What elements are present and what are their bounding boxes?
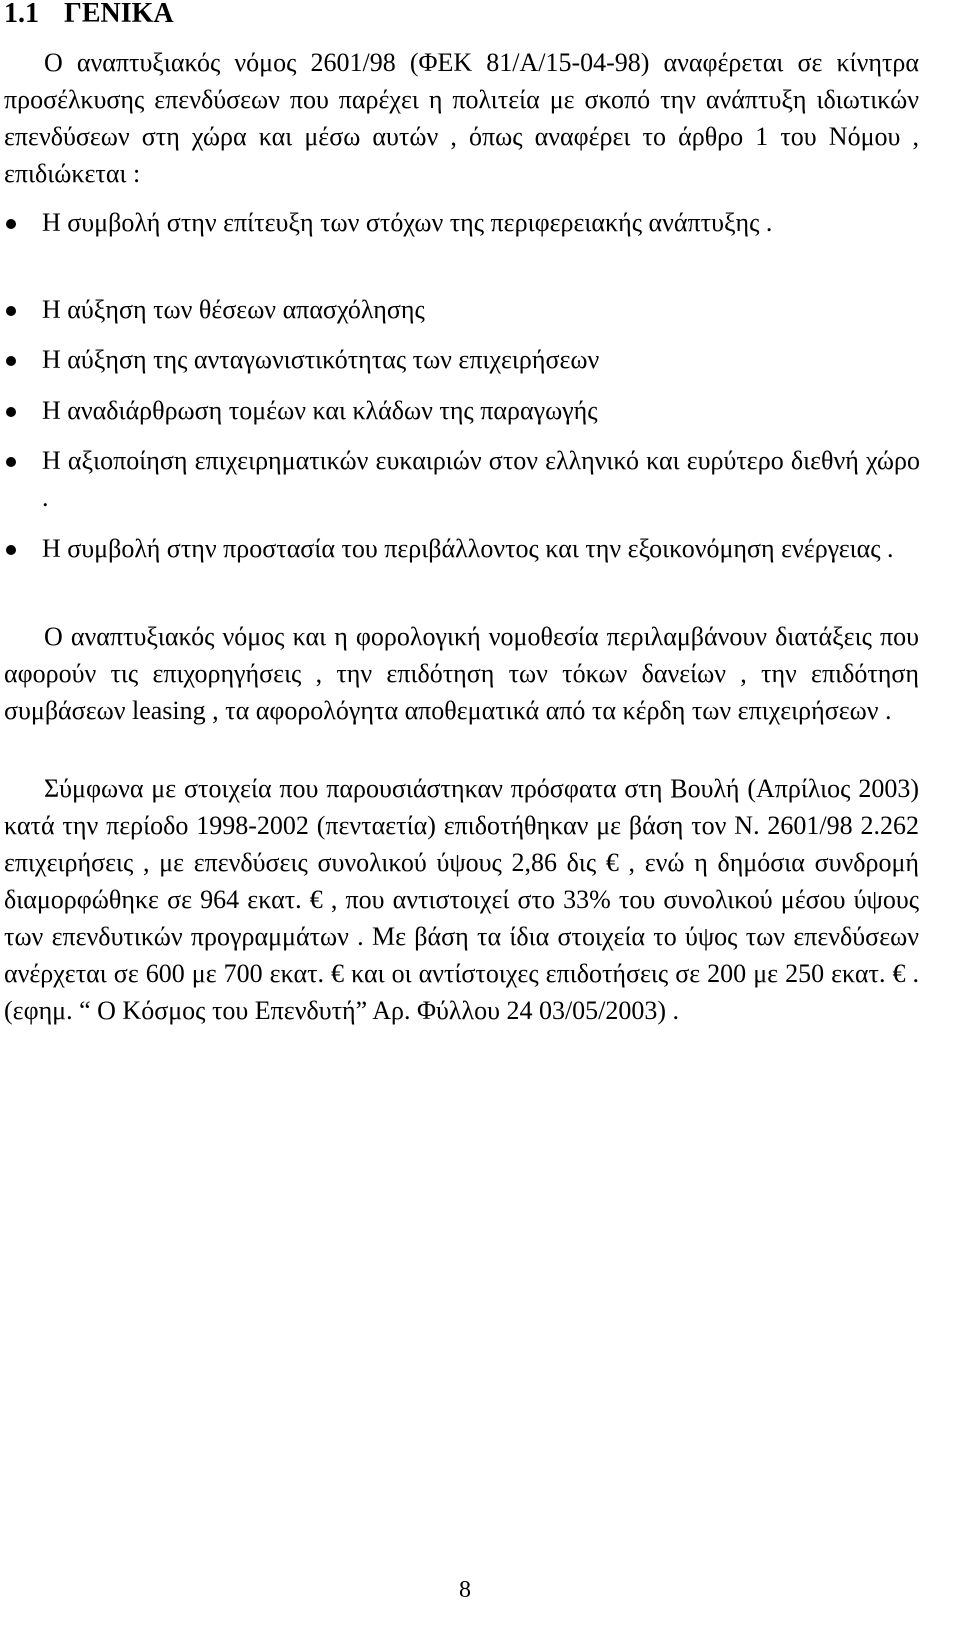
- list-item: [42, 341, 920, 378]
- list-item: [42, 442, 920, 516]
- section-title: ΓΕΝΙΚΑ: [64, 0, 174, 29]
- list-item-text: Η συμβολή στην προστασία του περιβάλλοντος και την εξοικονόμηση ενέργειας .: [42, 534, 894, 563]
- list-item-text: Η αξιοποίηση επιχειρηματικών ευκαιριών στον ελληνικό και ευρύτερο διεθνή χώρο .: [42, 446, 920, 512]
- bullet-icon: [6, 306, 16, 316]
- list-item: [42, 530, 920, 567]
- statistics-paragraph: Σύμφωνα με στοιχεία που παρουσιάστηκαν πρόσφατα στη Βουλή (Απρίλιος 2003) κατά την περίοδο 1998-2002 (πενταετία) επιδοτήθηκαν με βάση τον Ν. 2601/98 2.262 επιχειρήσεις , με επενδύσεις συνολικού ύψους 2,86 δις € , ενώ η δημόσια συνδρομή διαμορφώθηκε σε 964 εκατ. € , που αντιστοιχεί στο 33% του συνολικού μέσου ύψους των επενδυτικών προγραμμάτων . Με βάση τα ίδια στοιχεία το ύψος των επενδύσεων ανέρχεται σε 600 με 700 εκατ. € και οι αντίστοιχες επιδοτήσεις σε 200 με 250 εκατ. € . (εφημ. “ Ο Κόσμος του Επενδυτή” Αρ. Φύλλου 24 03/05/2003) .: [4, 774, 919, 1025]
- bullet-icon: [6, 356, 16, 366]
- list-item-text: Η αναδιάρθρωση τομέων και κλάδων της παραγωγής: [42, 396, 598, 425]
- intro-paragraph: Ο αναπτυξιακός νόμος 2601/98 (ΦΕΚ 81/Α/15-04-98) αναφέρεται σε κίνητρα προσέλκυσης επενδύσεων που παρέχει η πολιτεία με σκοπό την ανάπτυξη ιδιωτικών επενδύσεων στη χώρα και μέσω αυτών , όπως αναφέρει το άρθρο 1 του Νόμου , επιδιώκεται :: [4, 48, 919, 188]
- incentives-paragraph: Ο αναπτυξιακός νόμος και η φορολογική νομοθεσία περιλαμβάνουν διατάξεις που αφορούν τις επιχορηγήσεις , την επιδότηση των τόκων δανείων , την επιδότηση συμβάσεων leasing , τα αφορολόγητα αποθεματικά από τα κέρδη των επιχειρήσεων .: [4, 622, 919, 725]
- list-item-text: Η συμβολή στην επίτευξη των στόχων της περιφερειακής ανάπτυξης .: [42, 208, 773, 237]
- bullet-icon: [6, 219, 16, 229]
- bullet-icon: [6, 407, 16, 417]
- list-item-text: Η αύξηση της ανταγωνιστικότητας των επιχειρήσεων: [42, 345, 600, 374]
- bullet-icon: [6, 457, 16, 467]
- list-item: [42, 392, 920, 429]
- page-number: 8: [459, 1577, 471, 1603]
- section-number: 1.1: [4, 0, 39, 29]
- list-item-text: Η αύξηση των θέσεων απασχόλησης: [42, 295, 425, 324]
- bullet-icon: [6, 545, 16, 555]
- list-item: [42, 204, 920, 241]
- section-heading: [4, 0, 174, 32]
- list-item: [42, 291, 920, 328]
